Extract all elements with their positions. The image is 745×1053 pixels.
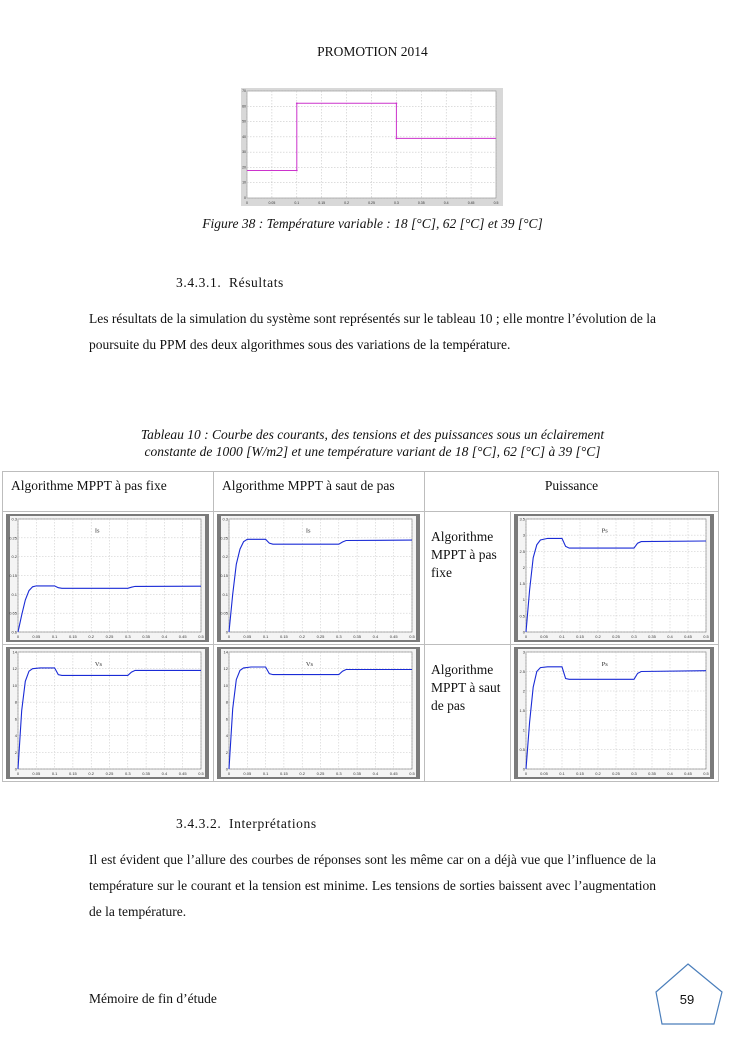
series-label: Is (305, 527, 311, 535)
y-tick-label: 14 (12, 649, 17, 655)
section-number: 3.4.3.1. (176, 275, 222, 290)
x-tick-label: 0.35 (353, 771, 361, 776)
paragraph-interpretations: Il est évident que l’allure des courbes de réponses sont les même car on a déjà vue que l’influence de la température sur le courant et la tension est minime. Les tensions de sorties baissent avec l’augmentation de la température. (89, 852, 656, 919)
x-tick-label: 0.15 (69, 634, 77, 639)
paragraph-resultats: Les résultats de la simulation du système sont représentés sur le tableau 10 ; elle montre l’évolution de la poursuite du PPM des deux algorithmes sous des variations de la température. (89, 311, 656, 352)
row-label-pas-fixe: Algorithme MPPT à pas fixe (425, 512, 511, 645)
y-tick-label: 12 (12, 666, 17, 672)
y-tick-label: 12 (223, 666, 228, 672)
y-tick-label: 0.25 (9, 535, 17, 541)
x-tick-label: 0 (524, 634, 528, 639)
x-tick-label: 0 (16, 771, 20, 776)
x-tick-label: 0.35 (142, 771, 150, 776)
x-tick-label: 0.45 (467, 201, 475, 205)
x-tick-label: 0.05 (243, 634, 252, 639)
x-tick-label: 0.4 (161, 634, 168, 639)
table-row-voltage (3, 645, 719, 782)
x-tick-label: 0.25 (105, 771, 114, 776)
section-heading-resultats (176, 275, 284, 291)
temperature-point (396, 102, 398, 104)
cell-is-pas-fixe (3, 512, 214, 645)
voltage-plot-saut-de-pas (217, 647, 420, 779)
cell-vs-pas-fixe (3, 645, 214, 782)
x-tick-label: 0.1 (262, 634, 269, 639)
x-tick-label: 0.1 (51, 634, 58, 639)
y-tick-label: 0.1 (222, 591, 228, 597)
section-heading-interpretations (176, 816, 317, 832)
x-tick-label: 0.35 (353, 634, 361, 639)
y-tick-label: 70 (242, 89, 246, 93)
x-tick-label: 0.2 (595, 634, 601, 639)
x-tick-label: 0.4 (161, 771, 168, 776)
y-tick-label: 60 (242, 104, 246, 109)
series-label: Ps (601, 527, 608, 535)
x-tick-label: 0.5 (198, 771, 204, 776)
section-title: Résultats (229, 275, 284, 290)
x-tick-label: 0.25 (612, 634, 620, 639)
section-number: 3.4.3.2. (176, 816, 222, 831)
x-tick-label: 0.05 (540, 771, 548, 776)
power-plot-saut-de-pas (514, 647, 714, 779)
y-tick-label: 1.5 (519, 708, 525, 713)
cell-ps-saut-de-pas (511, 645, 719, 782)
y-tick-label: 10 (223, 682, 228, 688)
x-tick-label: 0.45 (684, 771, 692, 776)
y-tick-label: 30 (242, 150, 246, 155)
results-table (2, 471, 719, 782)
cell-ps-pas-fixe (511, 512, 719, 645)
x-tick-label: 0.2 (299, 634, 305, 639)
y-tick-label: 0.5 (519, 613, 525, 619)
y-tick-label: 8 (225, 699, 228, 705)
x-tick-label: 0 (227, 634, 231, 639)
y-tick-label: 10 (12, 682, 17, 688)
y-tick-label: 10 (242, 180, 246, 185)
y-tick-label: 3.5 (519, 516, 525, 522)
x-tick-label: 0.15 (576, 771, 584, 776)
y-tick-label: 4 (225, 733, 228, 739)
x-tick-label: 0.5 (409, 634, 415, 639)
y-tick-label: 0 (522, 766, 525, 772)
x-tick-label: 0.5 (198, 634, 204, 639)
table-row-current (3, 512, 719, 645)
x-tick-label: 0.2 (88, 634, 94, 639)
series-label: Ps (601, 661, 608, 669)
table-caption (100, 426, 645, 460)
temperature-point (296, 102, 298, 104)
x-tick-label: 0.2 (299, 771, 305, 776)
table-caption-line2: constante de 1000 [W/m2] et une température variant de 18 [°C], 62 [°C] à 39 [°C] (144, 444, 601, 459)
x-tick-label: 0.3 (336, 634, 342, 639)
table-caption-line1: Tableau 10 : Courbe des courants, des tensions et des puissances sous un éclairement (140, 427, 605, 442)
x-tick-label: 0.3 (393, 201, 399, 205)
y-tick-label: 2 (14, 749, 17, 755)
temperature-point (296, 170, 298, 172)
x-tick-label: 0.35 (648, 634, 656, 639)
y-tick-label: 3 (522, 649, 525, 655)
x-tick-label: 0.45 (178, 634, 187, 639)
table-header-row (3, 472, 719, 512)
y-tick-label: 20 (242, 165, 246, 170)
y-tick-label: 0.65 (9, 610, 17, 616)
y-tick-label: 0.05 (220, 610, 228, 616)
y-tick-label: 0 (522, 629, 525, 635)
x-tick-label: 0.5 (703, 771, 709, 776)
x-tick-label: 0.4 (667, 771, 673, 776)
y-tick-label: 0 (14, 766, 17, 772)
x-tick-label: 0 (246, 201, 248, 205)
y-tick-label: 2.5 (519, 548, 525, 554)
x-tick-label: 0.15 (280, 634, 288, 639)
y-tick-label: 6 (225, 716, 228, 722)
current-plot-saut-de-pas (217, 514, 420, 642)
footer-text: Mémoire de fin d’étude (89, 991, 217, 1006)
x-tick-label: 0.45 (389, 634, 398, 639)
x-tick-label: 0.35 (417, 201, 425, 205)
x-tick-label: 0.3 (125, 634, 131, 639)
x-tick-label: 0 (16, 634, 20, 639)
series-label: Vs (305, 661, 314, 669)
y-tick-label: 0.2 (11, 554, 17, 560)
figure-caption: Figure 38 : Température variable : 18 [°C], 62 [°C] et 39 [°C] (202, 216, 543, 231)
x-tick-label: 0.1 (51, 771, 58, 776)
x-tick-label: 0.4 (443, 201, 449, 205)
x-tick-label: 0.3 (631, 634, 637, 639)
page-header: PROMOTION 2014 (317, 44, 428, 59)
x-tick-label: 0.1 (559, 771, 565, 776)
section-title: Interprétations (229, 816, 317, 831)
y-tick-label: 2 (522, 688, 525, 694)
y-tick-label: 0 (225, 629, 228, 635)
y-tick-label: 50 (242, 119, 246, 124)
y-tick-label: 2.5 (519, 669, 525, 674)
y-tick-label: 0.15 (9, 573, 17, 578)
temperature-chart (241, 88, 503, 206)
header-cell-puissance: Puissance (425, 472, 719, 512)
x-tick-label: 0 (227, 771, 231, 776)
x-tick-label: 0.3 (125, 771, 131, 776)
y-tick-label: 0.5 (519, 747, 525, 752)
cell-is-saut-de-pas (214, 512, 425, 645)
x-tick-label: 0.15 (280, 771, 288, 776)
y-tick-label: 0 (244, 196, 246, 200)
x-tick-label: 0.05 (540, 634, 548, 639)
power-plot-pas-fixe (514, 514, 714, 642)
x-tick-label: 0.1 (559, 634, 565, 639)
x-tick-label: 0.15 (576, 634, 584, 639)
x-tick-label: 0.1 (294, 201, 300, 205)
page-number-badge (652, 962, 724, 1028)
series-label: Is (94, 527, 100, 535)
x-tick-label: 0.45 (178, 771, 187, 776)
temperature-point (396, 137, 398, 139)
series-label: Vs (94, 661, 103, 669)
y-tick-label: 0.1 (11, 591, 17, 597)
x-tick-label: 0.35 (142, 634, 150, 639)
x-tick-label: 0.25 (612, 771, 620, 776)
x-tick-label: 0.25 (316, 634, 325, 639)
x-tick-label: 0.4 (372, 771, 379, 776)
x-tick-label: 0.05 (32, 771, 41, 776)
x-tick-label: 0.1 (262, 771, 269, 776)
x-tick-label: 0.5 (409, 771, 415, 776)
x-tick-label: 0.45 (684, 634, 692, 639)
y-tick-label: 0.3 (222, 516, 228, 522)
voltage-plot-pas-fixe (6, 647, 209, 779)
y-tick-label: 0 (225, 766, 228, 772)
x-tick-label: 0.4 (372, 634, 379, 639)
y-tick-label: 8 (14, 699, 17, 705)
x-tick-label: 0.3 (631, 771, 637, 776)
y-tick-label: 4 (14, 733, 17, 739)
y-tick-label: 0.25 (220, 535, 228, 541)
y-tick-label: 1 (522, 727, 525, 733)
x-tick-label: 0.3 (336, 771, 342, 776)
y-tick-label: 0.3 (11, 516, 17, 522)
cell-vs-saut-de-pas (214, 645, 425, 782)
x-tick-label: 0.2 (595, 771, 601, 776)
y-tick-label: 0.6 (11, 629, 17, 635)
y-tick-label: 1.5 (519, 581, 525, 587)
y-tick-label: 0.15 (220, 573, 228, 578)
y-tick-label: 0.2 (222, 554, 228, 560)
y-tick-label: 6 (14, 716, 17, 722)
current-plot-pas-fixe (6, 514, 209, 642)
x-tick-label: 0.2 (344, 201, 350, 205)
y-tick-label: 3 (522, 532, 525, 538)
x-tick-label: 0 (524, 771, 528, 776)
x-tick-label: 0.05 (243, 771, 252, 776)
x-tick-label: 0.4 (667, 634, 673, 639)
header-cell-saut-de-pas: Algorithme MPPT à saut de pas (214, 472, 425, 512)
y-tick-label: 40 (242, 134, 246, 139)
y-tick-label: 2 (225, 749, 228, 755)
x-tick-label: 0.25 (105, 634, 114, 639)
page-number: 59 (679, 992, 695, 1007)
x-tick-label: 0.5 (493, 201, 499, 205)
x-tick-label: 0.5 (703, 634, 709, 639)
x-tick-label: 0.05 (268, 201, 276, 205)
x-tick-label: 0.45 (389, 771, 398, 776)
x-tick-label: 0.35 (648, 771, 656, 776)
y-tick-label: 1 (522, 597, 525, 603)
x-tick-label: 0.05 (32, 634, 41, 639)
x-tick-label: 0.25 (316, 771, 325, 776)
y-tick-label: 14 (223, 649, 228, 655)
row-label-saut-de-pas: Algorithme MPPT à saut de pas (425, 645, 511, 782)
x-tick-label: 0.2 (88, 771, 94, 776)
x-tick-label: 0.25 (368, 201, 375, 205)
x-tick-label: 0.15 (318, 201, 326, 205)
header-cell-pas-fixe: Algorithme MPPT à pas fixe (3, 472, 214, 512)
x-tick-label: 0.15 (69, 771, 77, 776)
y-tick-label: 2 (522, 564, 525, 570)
